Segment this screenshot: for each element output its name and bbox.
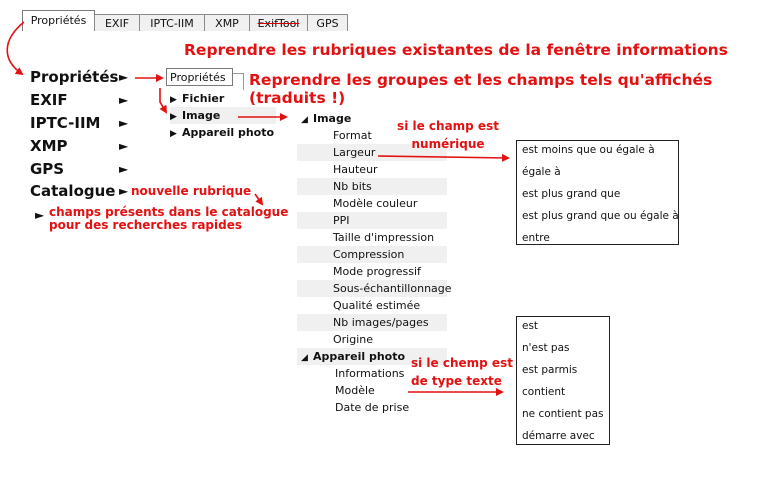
operator-option[interactable]: est moins que ou égale à xyxy=(522,144,655,156)
field-modele-couleur[interactable]: Modèle couleur xyxy=(333,197,418,210)
operator-option[interactable]: est xyxy=(522,320,539,332)
group-label: Fichier xyxy=(182,92,225,105)
operator-option[interactable]: est plus grand que ou égale à xyxy=(522,210,679,222)
group-label: Appareil photo xyxy=(182,126,275,139)
collapsed-triangle-icon: ▶ xyxy=(170,129,177,139)
field-nb-bits[interactable]: Nb bits xyxy=(297,178,447,195)
annotation-champ-texte: si le chemp est de type texte xyxy=(411,356,513,388)
expand-arrow-icon: ► xyxy=(119,162,129,176)
tab-xmp[interactable]: XMP xyxy=(204,14,250,31)
operator-option[interactable]: n'est pas xyxy=(522,342,570,354)
expanded-triangle-icon: ◢ xyxy=(301,353,308,363)
field-ppi[interactable]: PPI xyxy=(297,212,447,229)
expand-arrow-icon: ► xyxy=(119,184,129,198)
tab-exif[interactable]: EXIF xyxy=(94,14,140,31)
expanded-triangle-icon: ◢ xyxy=(301,115,308,125)
field-taille-impression[interactable]: Taille d'impression xyxy=(333,231,435,244)
field-origine[interactable]: Origine xyxy=(333,333,374,346)
group-select[interactable]: Propriétés xyxy=(166,68,233,86)
collapsed-triangle-icon: ▶ xyxy=(170,95,177,105)
expand-arrow-icon: ► xyxy=(119,93,129,107)
arrow-to-numeric-ops xyxy=(378,156,508,158)
arrow-to-groups xyxy=(160,88,166,112)
annotation-champ-numerique: si le champ est numérique xyxy=(397,119,499,151)
collapsed-triangle-icon: ▶ xyxy=(170,112,177,122)
field-nb-images-pages[interactable]: Nb images/pages xyxy=(297,314,447,331)
group-title: Image xyxy=(313,112,352,125)
rubrique-exif[interactable]: EXIF xyxy=(30,91,68,109)
group-title: Appareil photo xyxy=(313,350,406,363)
operator-option[interactable]: ne contient pas xyxy=(522,408,604,420)
arrow-nouvelle-rubrique xyxy=(255,194,262,204)
field-informations[interactable]: Informations xyxy=(335,367,405,380)
field-format[interactable]: Format xyxy=(333,129,372,142)
field-modele[interactable]: Modèle xyxy=(335,384,375,397)
curved-arrow xyxy=(7,22,24,74)
operator-option[interactable]: démarre avec xyxy=(522,430,595,442)
rubrique-gps[interactable]: GPS xyxy=(30,160,65,178)
field-largeur[interactable]: Largeur xyxy=(297,144,447,161)
field-qualite-estimee[interactable]: Qualité estimée xyxy=(333,299,421,312)
rubrique-catalogue[interactable]: Catalogue xyxy=(30,182,116,200)
tab-exiftool[interactable]: ExifTool xyxy=(249,14,308,31)
operator-option[interactable]: est parmis xyxy=(522,364,578,376)
field-compression[interactable]: Compression xyxy=(297,246,447,263)
operator-option[interactable]: contient xyxy=(522,386,566,398)
annotation-reprendre-rubriques: Reprendre les rubriques existantes de la fenêtre informations xyxy=(184,41,728,59)
tab-iptc-iim[interactable]: IPTC-IIM xyxy=(139,14,205,31)
expand-arrow-icon: ► xyxy=(119,70,129,84)
rubrique-iptc-iim[interactable]: IPTC-IIM xyxy=(30,114,101,132)
bullet-arrow-icon: ► xyxy=(35,208,45,222)
operator-option[interactable]: entre xyxy=(522,232,550,244)
rubrique-proprietes[interactable]: Propriétés xyxy=(30,68,119,86)
field-hauteur[interactable]: Hauteur xyxy=(333,163,378,176)
rubrique-xmp[interactable]: XMP xyxy=(30,137,68,155)
field-sous-echantillonnage[interactable]: Sous-échantillonnage xyxy=(297,280,447,297)
annotation-reprendre-groupes: Reprendre les groupes et les champs tels qu'affichés (traduits !) xyxy=(249,71,713,107)
annotation-catalogue-note: champs présents dans le catalogue pour des recherches rapides xyxy=(49,205,289,232)
field-mode-progressif[interactable]: Mode progressif xyxy=(333,265,421,278)
tab-proprietes[interactable]: Propriétés xyxy=(22,10,95,31)
tab-gps[interactable]: GPS xyxy=(307,14,348,31)
operator-option[interactable]: égale à xyxy=(522,166,561,178)
group-label: Image xyxy=(182,109,221,122)
annotation-nouvelle-rubrique: nouvelle rubrique xyxy=(131,184,252,198)
operator-option[interactable]: est plus grand que xyxy=(522,188,621,200)
field-date-prise[interactable]: Date de prise xyxy=(335,401,410,414)
expand-arrow-icon: ► xyxy=(119,116,129,130)
expand-arrow-icon: ► xyxy=(119,139,129,153)
